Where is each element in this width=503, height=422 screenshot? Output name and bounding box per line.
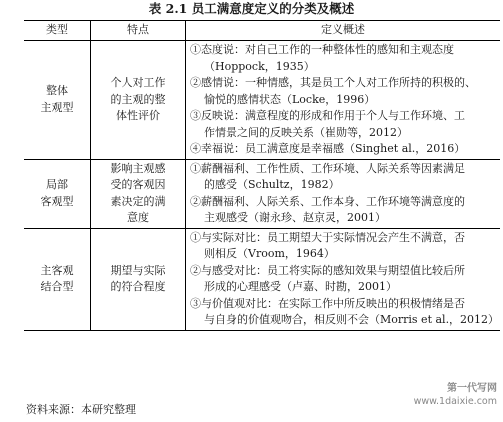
type-cell [24,228,91,330]
definition-line: ①态度说：对自己工作的一种整体性的感知和主观态度 [190,43,454,56]
type-line: 整体 [46,84,68,98]
type-line: 结合型 [40,280,74,293]
definition-line: ④幸福说：员工满意度是幸福感（Singhet al.，2016） [190,142,466,155]
feature-line: 的符合程度 [110,280,166,293]
definition-line: 愉悦的感情状态（Locke，1996） [204,92,376,106]
table-row [24,159,500,228]
header-definition: 定义概述 [186,21,501,41]
definition-line: （Hoppock，1935） [204,59,315,73]
header-type: 类型 [24,21,91,41]
definition-line: ②感情说：一种情感，其是员工个人对工作所持的积极的、 [190,76,476,89]
type-cell [24,41,91,160]
type-line: 主观型 [40,100,74,114]
definition-table [24,20,500,331]
definition-cell [186,41,501,160]
definition-line: 则相反（Vroom，1964） [204,247,335,260]
definition-line: ②薪酬福利、人际关系、工作本身、工作环境等满意度的 [190,194,465,208]
definition-line: ①薪酬福利、工作性质、工作环境、人际关系等因素满足 [190,161,465,175]
definition-line: 形成的心理感受（卢嘉、时勘，2001） [204,280,397,293]
definition-line: 的感受（Schultz，1982） [204,178,340,191]
definition-cell [186,228,501,330]
table-header-row [24,21,500,41]
definition-line: ③反映说：满意程度的形成和作用于个人与工作环境、工 [190,109,465,122]
feature-cell [91,228,186,330]
source-note: 资料来源：本研究整理 [26,403,136,416]
feature-line: 期望与实际 [110,263,166,277]
table-row [24,41,500,160]
feature-line: 影响主观感 [110,161,166,175]
table-caption: 表 2.1 员工满意度定义的分类及概述 [148,1,355,16]
definition-line: ②与感受对比：员工将实际的感知效果与期望值比较后所 [190,263,465,277]
feature-line: 个人对工作 [110,76,166,89]
type-line: 客观型 [40,194,74,208]
definition-line: ①与实际对比：员工期望大于实际情况会产生不满意，否 [190,230,465,244]
feature-line: 意度 [127,211,149,224]
feature-line: 素决定的满 [110,194,166,208]
definition-line: 主观感受（谢永珍、赵京灵，2001） [204,211,386,224]
feature-line: 受的客观因 [110,178,166,191]
watermark-name: 第一代写网 [447,383,497,394]
definition-line: 作情景之间的反映关系（崔勋等，2012） [204,125,408,139]
feature-line: 的主观的整 [110,92,166,106]
feature-line: 体性评价 [116,109,160,122]
watermark-url: www.1daixie.com [413,396,497,407]
header-feature: 特点 [91,21,186,41]
type-cell [24,159,91,228]
definition-line: ③与价值观对比：在实际工作中所反映出的积极情绪是否 [190,296,465,310]
definition-cell [186,159,501,228]
type-line: 局部 [46,178,68,191]
table-row [24,228,500,330]
feature-cell [91,159,186,228]
type-line: 主客观 [40,263,74,277]
definition-line: 与自身的价值观吻合，相反则不会（Morris et al.，2012） [204,313,500,326]
watermark [414,382,497,408]
feature-cell [91,41,186,160]
